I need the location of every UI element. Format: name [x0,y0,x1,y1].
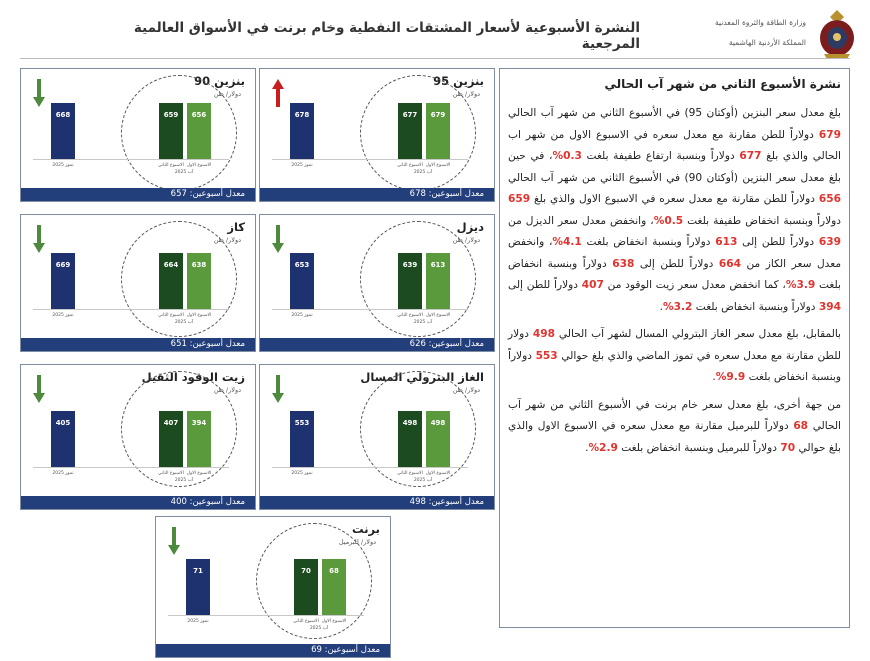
text-segment: دولاراً للطن مقارنة مع معدل سعره في الاسبوع الاول من شهر اب الحالي والذي بلغ [508,128,841,162]
bar-value-label: 639 [402,261,418,270]
bulletin-paragraph [508,395,841,460]
bar-prev-month [290,411,314,467]
bar-value-label: 664 [163,261,179,270]
bar-week-1 [187,253,211,309]
bar-value-label: 659 [163,111,179,120]
text-segment: بلغ معدل سعر البنزين (أوكتان 95) في الأسبوع الثاني من شهر آب الحالي [508,107,841,119]
text-segment: دولاراً وبنسبة انخفاض بلغت [581,236,716,248]
bar-week-2 [159,411,183,467]
bulletin-paragraph [508,103,841,318]
panel-footer: معدل أسبوعين: 626 [260,338,494,351]
bar-value-label: 70 [301,567,311,576]
bar-value-label: 678 [294,111,310,119]
highlight-value: 68 [793,420,809,432]
bar-value-label: 405 [55,419,71,428]
panel-footer: معدل أسبوعين: 678 [260,188,494,201]
panel-title: برنت [352,522,380,536]
text-segment: ، وانخفض معدل سعر الديزل من [508,214,654,227]
bar-value-label: 668 [55,111,71,119]
arrow-down-icon [272,225,284,253]
bar-value-label: 638 [191,261,207,270]
bar-value-label: 656 [191,111,207,120]
category-label: تموز 2025 [291,471,313,476]
category-label: تموز 2025 [291,313,313,318]
bulletin-heading: نشرة الأسبوع الثاني من شهر آب الحالي [604,77,841,91]
bar-week-1 [187,103,211,159]
bar-prev-month [290,253,314,309]
highlight-value: 679 [818,128,841,141]
panel-footer: معدل أسبوعين: 651 [21,338,255,351]
page-title: النشرة الأسبوعية لأسعار المشتقات النفطية وخام برنت في الأسواق العالمية المرجعية [133,20,640,52]
bar-week-2 [398,411,422,467]
bar-value-label: 669 [55,261,71,269]
panel-gasoline95 [259,68,495,202]
panel-lpg [259,364,495,510]
ministry-logo [690,8,860,62]
group-label: آب 2025 [413,320,433,325]
group-label: آب 2025 [309,626,329,631]
bar-value-label: 498 [430,419,446,428]
chart-baseline [33,467,229,468]
group-label: آب 2025 [174,170,194,175]
arrow-down-icon [33,375,45,403]
panel-unit: دولار/ طن [213,90,241,98]
text-segment: دولار للطن مقارنة مع معدل سعره في تموز الماضي والذي بلغ حوالي [508,328,841,362]
bulletin-body [508,103,841,459]
bar-prev-month [51,411,75,467]
header-divider [20,58,850,59]
category-label: الاسبوع الثاني [158,313,184,318]
category-label: الاسبوع الثاني [293,619,319,624]
category-label: الاسبوع الاول [425,163,451,168]
category-label: الاسبوع الثاني [158,163,184,168]
panel-title: الغاز البترولي المسال [360,370,484,384]
group-label: آب 2025 [413,478,433,483]
highlight-value: 0.5% [653,214,684,227]
highlight-value: 498 [532,328,556,340]
chart-baseline [272,309,468,310]
category-label: الاسبوع الاول [321,619,347,624]
bar-value-label: 394 [191,419,207,428]
logo-line-2: المملكة الأردنية الهاشمية [728,38,806,47]
panel-footer: معدل أسبوعين: 657 [21,188,255,201]
bar-value-label: 553 [294,419,310,427]
highlight-value: 2.9% [588,441,618,454]
category-label: تموز 2025 [291,163,313,168]
panel-unit: دولار/ للبرميل [338,538,376,546]
category-label: الاسبوع الثاني [397,313,423,318]
bulletin-paragraph [508,324,841,389]
arrow-down-icon [33,225,45,253]
text-segment: . [712,371,716,383]
arrow-down-icon [33,79,45,107]
highlight-value: 639 [818,236,841,248]
chart-baseline [33,309,229,310]
text-segment: ، كما انخفض معدل سعر زيت الوقود من [603,279,786,291]
text-segment: دولاراً للطن إلى [634,257,719,270]
coat-of-arms-icon [814,8,860,60]
highlight-value: 4.1% [552,236,582,248]
arrow-down-icon [168,527,180,555]
bar-prev-month [290,103,314,159]
text-segment: دولاراً للبرميل مقارنة مع معدل سعره في الاسبوع الاول والذي بلغ حوالي [508,420,841,454]
group-label: آب 2025 [174,320,194,325]
logo-line-1: وزارة الطاقة والثروة المعدنية [714,18,806,27]
highlight-value: 553 [535,349,558,362]
text-segment: دولاراً وبنسبة انخفاض بلغت [508,349,841,383]
category-label: الاسبوع الاول [186,163,212,168]
bar-prev-month [51,103,75,159]
panel-unit: دولار/ طن [452,90,480,98]
bar-week-1 [426,253,450,309]
arrow-down-icon [272,375,284,403]
category-label: الاسبوع الاول [425,313,451,318]
category-label: تموز 2025 [52,163,74,168]
bar-value-label: 653 [294,261,310,269]
text-segment: دولاراً للطن إلى [508,279,582,291]
panel-gasoline90 [20,68,256,202]
bar-week-2 [294,559,318,615]
bar-week-1 [187,411,211,467]
highlight-value: 638 [612,257,635,270]
panel-footer: معدل أسبوعين: 498 [260,496,494,509]
bar-prev-month [51,253,75,309]
panel-title: بنزين 95 [433,74,484,88]
highlight-value: 3.9% [785,279,816,291]
category-label: الاسبوع الثاني [397,163,423,168]
highlight-value: 3.2% [663,300,693,313]
group-label: آب 2025 [174,478,194,483]
chart-baseline [168,615,364,616]
text-segment: بالمقابل، بلغ معدل سعر الغاز البترولي المسال لشهر آب الحالي [555,328,842,340]
highlight-value: 659 [508,193,531,205]
bar-value-label: 679 [430,111,446,119]
text-segment: دولاراً للطن مقارنة مع معدل سعره في الاسبوع الاول والذي بلغ [530,193,819,205]
chart-baseline [272,159,468,160]
category-label: الاسبوع الاول [186,471,212,476]
bar-week-1 [322,559,346,615]
panel-unit: دولار/ طن [213,236,241,244]
bar-week-2 [398,103,422,159]
highlight-value: 677 [739,150,762,162]
highlight-value: 9.9% [715,371,746,383]
panel-title: زيت الوقود الثقيل [141,370,245,384]
panel-diesel [259,214,495,352]
text-segment: دولاراً للطن إلى [737,236,819,248]
arrow-up-icon [272,79,284,107]
panel-fueloil [20,364,256,510]
bar-value-label: 498 [402,419,418,428]
bar-value-label: 677 [402,111,418,119]
bar-week-2 [398,253,422,309]
highlight-value: 394 [818,300,841,313]
category-label: الاسبوع الاول [425,471,451,476]
category-label: تموز 2025 [52,313,74,318]
highlight-value: 0.3% [552,150,582,162]
bar-week-1 [426,103,450,159]
panel-title: ديزل [456,220,484,234]
panel-footer: معدل أسبوعين: 400 [21,496,255,509]
highlight-value: 407 [581,279,604,291]
category-label: الاسبوع الثاني [158,471,184,476]
panel-title: بنزين 90 [194,74,245,88]
group-label: آب 2025 [413,170,433,175]
text-segment: من جهة أخرى، بلغ معدل سعر خام برنت في الأسبوع الثاني من شهر آب الحالي [508,398,841,432]
bar-value-label: 613 [430,261,446,270]
text-segment: دولاراً وبنسبة ارتفاع طفيفة بلغت [581,150,740,162]
panel-unit: دولار/ طن [452,386,480,394]
text-segment: دولاراً وبنسبة انخفاض بلغت [692,300,819,313]
chart-baseline [272,467,468,468]
text-segment: دولاراً وبنسبة انخفاض طفيفة بلغت [683,214,842,227]
text-segment: دولاراً وبنسبة انخفاض بلغت [508,257,842,291]
category-label: تموز 2025 [52,471,74,476]
text-segment: دولاراً للبرميل وبنسبة انخفاض بلغت [617,441,781,454]
text-segment: ، وانخفض معدل سعر الكاز من [508,236,841,270]
chart-baseline [33,159,229,160]
bar-week-2 [159,253,183,309]
category-label: الاسبوع الاول [186,313,212,318]
highlight-value: 613 [715,236,738,248]
panel-title: كاز [227,220,245,234]
panel-unit: دولار/ طن [452,236,480,244]
bar-week-1 [426,411,450,467]
panel-brent [155,516,391,658]
text-segment: ، في حين بلغ معدل سعر البنزين (أوكتان 90) في الأسبوع الثاني من شهر آب الحالي [508,150,841,184]
bulletin-textbox [499,68,850,628]
highlight-value: 70 [780,441,796,454]
text-segment: . [585,441,589,454]
bar-value-label: 68 [329,567,339,576]
highlight-value: 664 [718,257,741,270]
panel-footer: معدل أسبوعين: 69 [156,644,390,657]
category-label: تموز 2025 [187,619,209,624]
category-label: الاسبوع الثاني [397,471,423,476]
bar-value-label: 407 [163,419,179,427]
bar-prev-month [186,559,210,615]
panel-kerosene [20,214,256,352]
text-segment: . [659,300,664,313]
bar-week-2 [159,103,183,159]
highlight-value: 656 [818,193,841,205]
panel-unit: دولار/ طن [213,386,241,394]
bar-value-label: 71 [193,567,203,575]
